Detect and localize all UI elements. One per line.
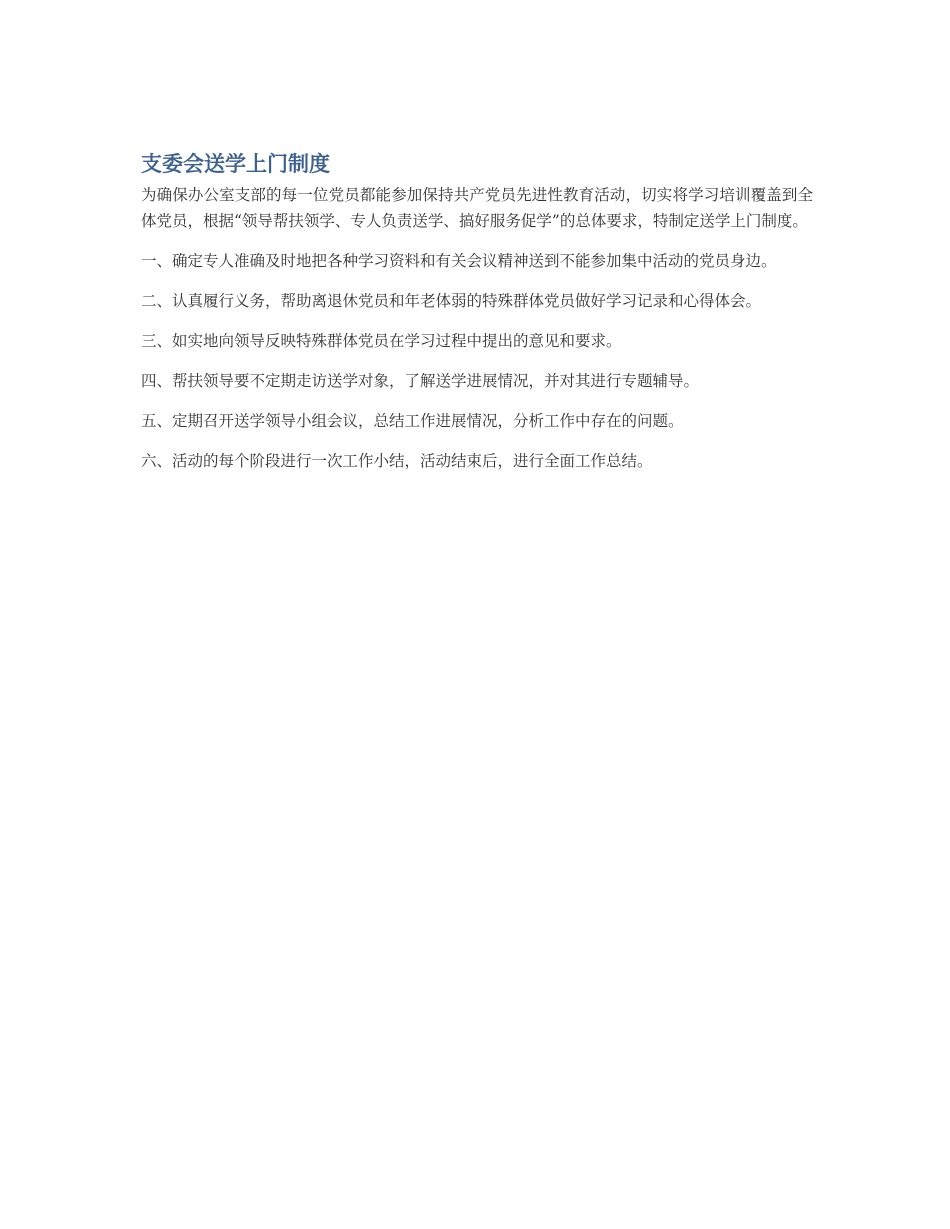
document-title: 支委会送学上门制度 [141, 152, 330, 176]
rule-item-1: 一、确定专人准确及时地把各种学习资料和有关会议精神送到不能参加集中活动的党员身边。 [141, 252, 777, 270]
rule-item-4: 四、帮扶领导要不定期走访送学对象，了解送学进展情况，并对其进行专题辅导。 [141, 372, 700, 390]
rule-item-3: 三、如实地向领导反映特殊群体党员在学习过程中提出的意见和要求。 [141, 332, 622, 350]
document-body [141, 148, 813, 488]
intro-paragraph: 为确保办公室支部的每一位党员都能参加保持共产党员先进性教育活动，切实将学习培训覆盖到全体党员，根据“领导帮扶领学、专人负责送学、搞好服务促学”的总体要求，特制定送学上门制度。 [141, 186, 813, 230]
rule-item-2: 二、认真履行义务，帮助离退休党员和年老体弱的特殊群体党员做好学习记录和心得体会。 [141, 292, 762, 310]
rule-item-5: 五、定期召开送学领导小组会议，总结工作进展情况，分析工作中存在的问题。 [141, 412, 684, 430]
rule-item-6: 六、活动的每个阶段进行一次工作小结，活动结束后，进行全面工作总结。 [141, 452, 653, 470]
